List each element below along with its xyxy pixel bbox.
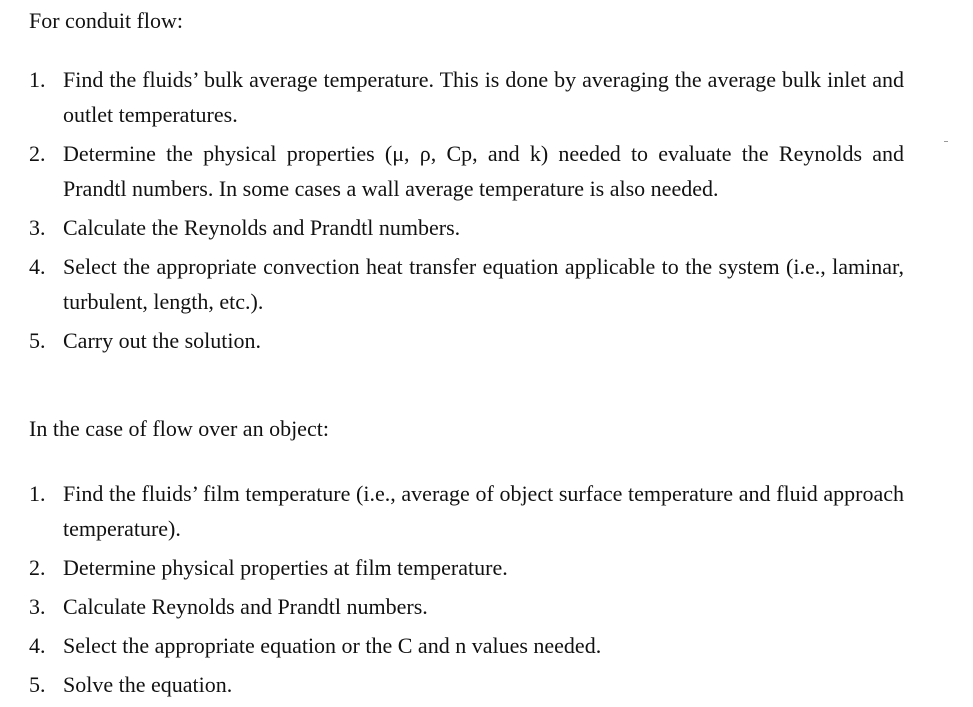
step-text: Calculate Reynolds and Prandtl numbers.: [63, 594, 428, 619]
step-number: 5.: [29, 672, 46, 697]
list-item: [29, 589, 904, 624]
object-flow-heading: In the case of flow over an object:: [29, 416, 329, 441]
step-number: 4.: [29, 633, 46, 658]
step-number: 4.: [29, 254, 46, 279]
object-flow-steps: [29, 476, 904, 706]
list-item: [29, 476, 904, 546]
step-number: 5.: [29, 328, 46, 353]
step-text: Select the appropriate equation or the C and n values needed.: [63, 633, 602, 658]
step-number: 3.: [29, 215, 46, 240]
step-number: 1.: [29, 481, 46, 506]
margin-mark: [944, 141, 948, 142]
step-text: Determine physical properties at film temperature.: [63, 555, 508, 580]
step-text: Find the fluids’ bulk average temperature. This is done by averaging the average bulk inlet and outlet temperatures.: [63, 67, 904, 127]
list-item: [29, 62, 904, 132]
list-item: [29, 249, 904, 319]
conduit-flow-steps: [29, 62, 904, 362]
step-text: Select the appropriate convection heat transfer equation applicable to the system (i.e., laminar, turbulent, length, etc.).: [63, 254, 904, 314]
step-text: Calculate the Reynolds and Prandtl numbers.: [63, 215, 461, 240]
list-item: [29, 550, 904, 585]
list-item: [29, 628, 904, 663]
step-text: Determine the physical properties (μ, ρ, Cp, and k) needed to evaluate the Reynolds and Prandtl numbers. In some cases a wall average temperature is also needed.: [63, 141, 904, 201]
step-number: 2.: [29, 555, 46, 580]
list-item: [29, 667, 904, 702]
conduit-flow-heading: For conduit flow:: [29, 8, 183, 33]
step-number: 2.: [29, 141, 46, 166]
step-number: 3.: [29, 594, 46, 619]
list-item: [29, 136, 904, 206]
step-text: Find the fluids’ film temperature (i.e., average of object surface temperature and fluid approach temperature).: [63, 481, 904, 541]
list-item: [29, 210, 904, 245]
step-text: Solve the equation.: [63, 672, 233, 697]
step-number: 1.: [29, 67, 46, 92]
list-item: [29, 323, 904, 358]
step-text: Carry out the solution.: [63, 328, 261, 353]
